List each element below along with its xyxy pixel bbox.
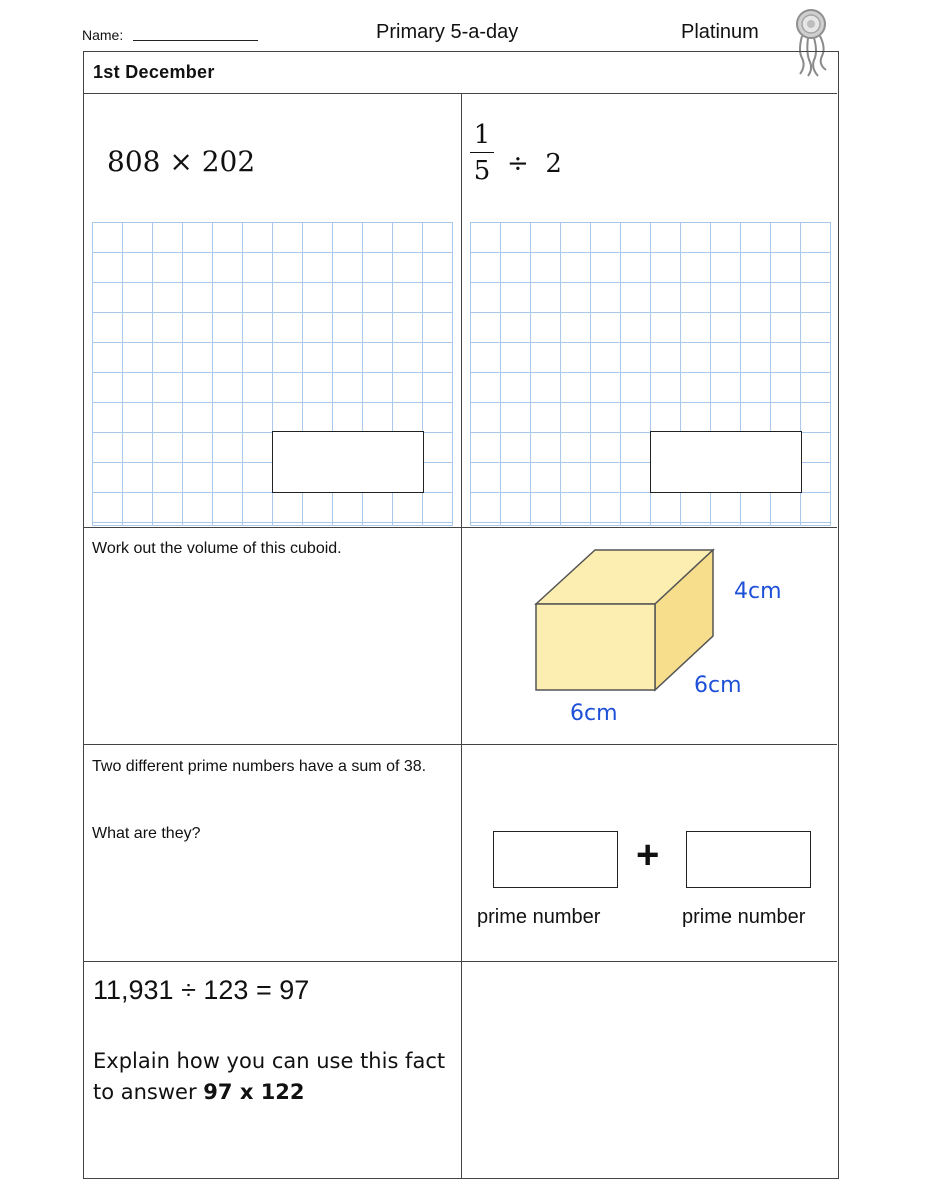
- q2-operation: [507, 149, 562, 179]
- q2-divisor: 2: [545, 149, 562, 179]
- cuboid-width-label: 6cm: [570, 701, 618, 726]
- q5-fact: 11,931 ÷ 123 = 97: [93, 975, 310, 1005]
- q4-prompt-line1: Two different prime numbers have a sum of 38.: [92, 758, 427, 775]
- worksheet-date: 1st December: [93, 62, 215, 82]
- q2-fraction: [470, 122, 494, 184]
- prime-box-label-1: prime number: [477, 906, 601, 928]
- q5-answer-space[interactable]: [462, 962, 838, 1178]
- plus-sign: +: [636, 833, 660, 877]
- cuboid-front-face: [536, 604, 655, 690]
- q4-prompt-line2: What are they?: [92, 825, 201, 842]
- q5-explain-text: Explain how you can use this fact to answer: [93, 1049, 446, 1104]
- q2-fraction-denominator: 5: [473, 156, 491, 186]
- q2-answer-box[interactable]: [650, 431, 802, 493]
- prime-box-label-2: prime number: [682, 906, 806, 928]
- q2-fraction-numerator: 1: [473, 120, 491, 150]
- q3-prompt: Work out the volume of this cuboid.: [92, 540, 342, 557]
- name-label: Name:: [82, 27, 124, 43]
- name-write-line[interactable]: [133, 40, 258, 41]
- prime-answer-box-2[interactable]: [686, 831, 811, 888]
- q1-answer-box[interactable]: [272, 431, 424, 493]
- q2-fraction-bar: [470, 152, 494, 153]
- prime-answer-box-1[interactable]: [493, 831, 618, 888]
- level-label: Platinum: [681, 21, 759, 43]
- q5-target-expression: 97 x 122: [203, 1080, 305, 1104]
- cuboid-height-label: 4cm: [734, 579, 782, 604]
- q2-divide-sign: ÷: [507, 149, 529, 179]
- q5-prompt: [93, 1046, 453, 1108]
- q1-expression: 808 × 202: [107, 145, 256, 178]
- cuboid-depth-label: 6cm: [694, 673, 742, 698]
- cuboid-diagram: [520, 540, 820, 730]
- worksheet-title: Primary 5-a-day: [376, 21, 519, 43]
